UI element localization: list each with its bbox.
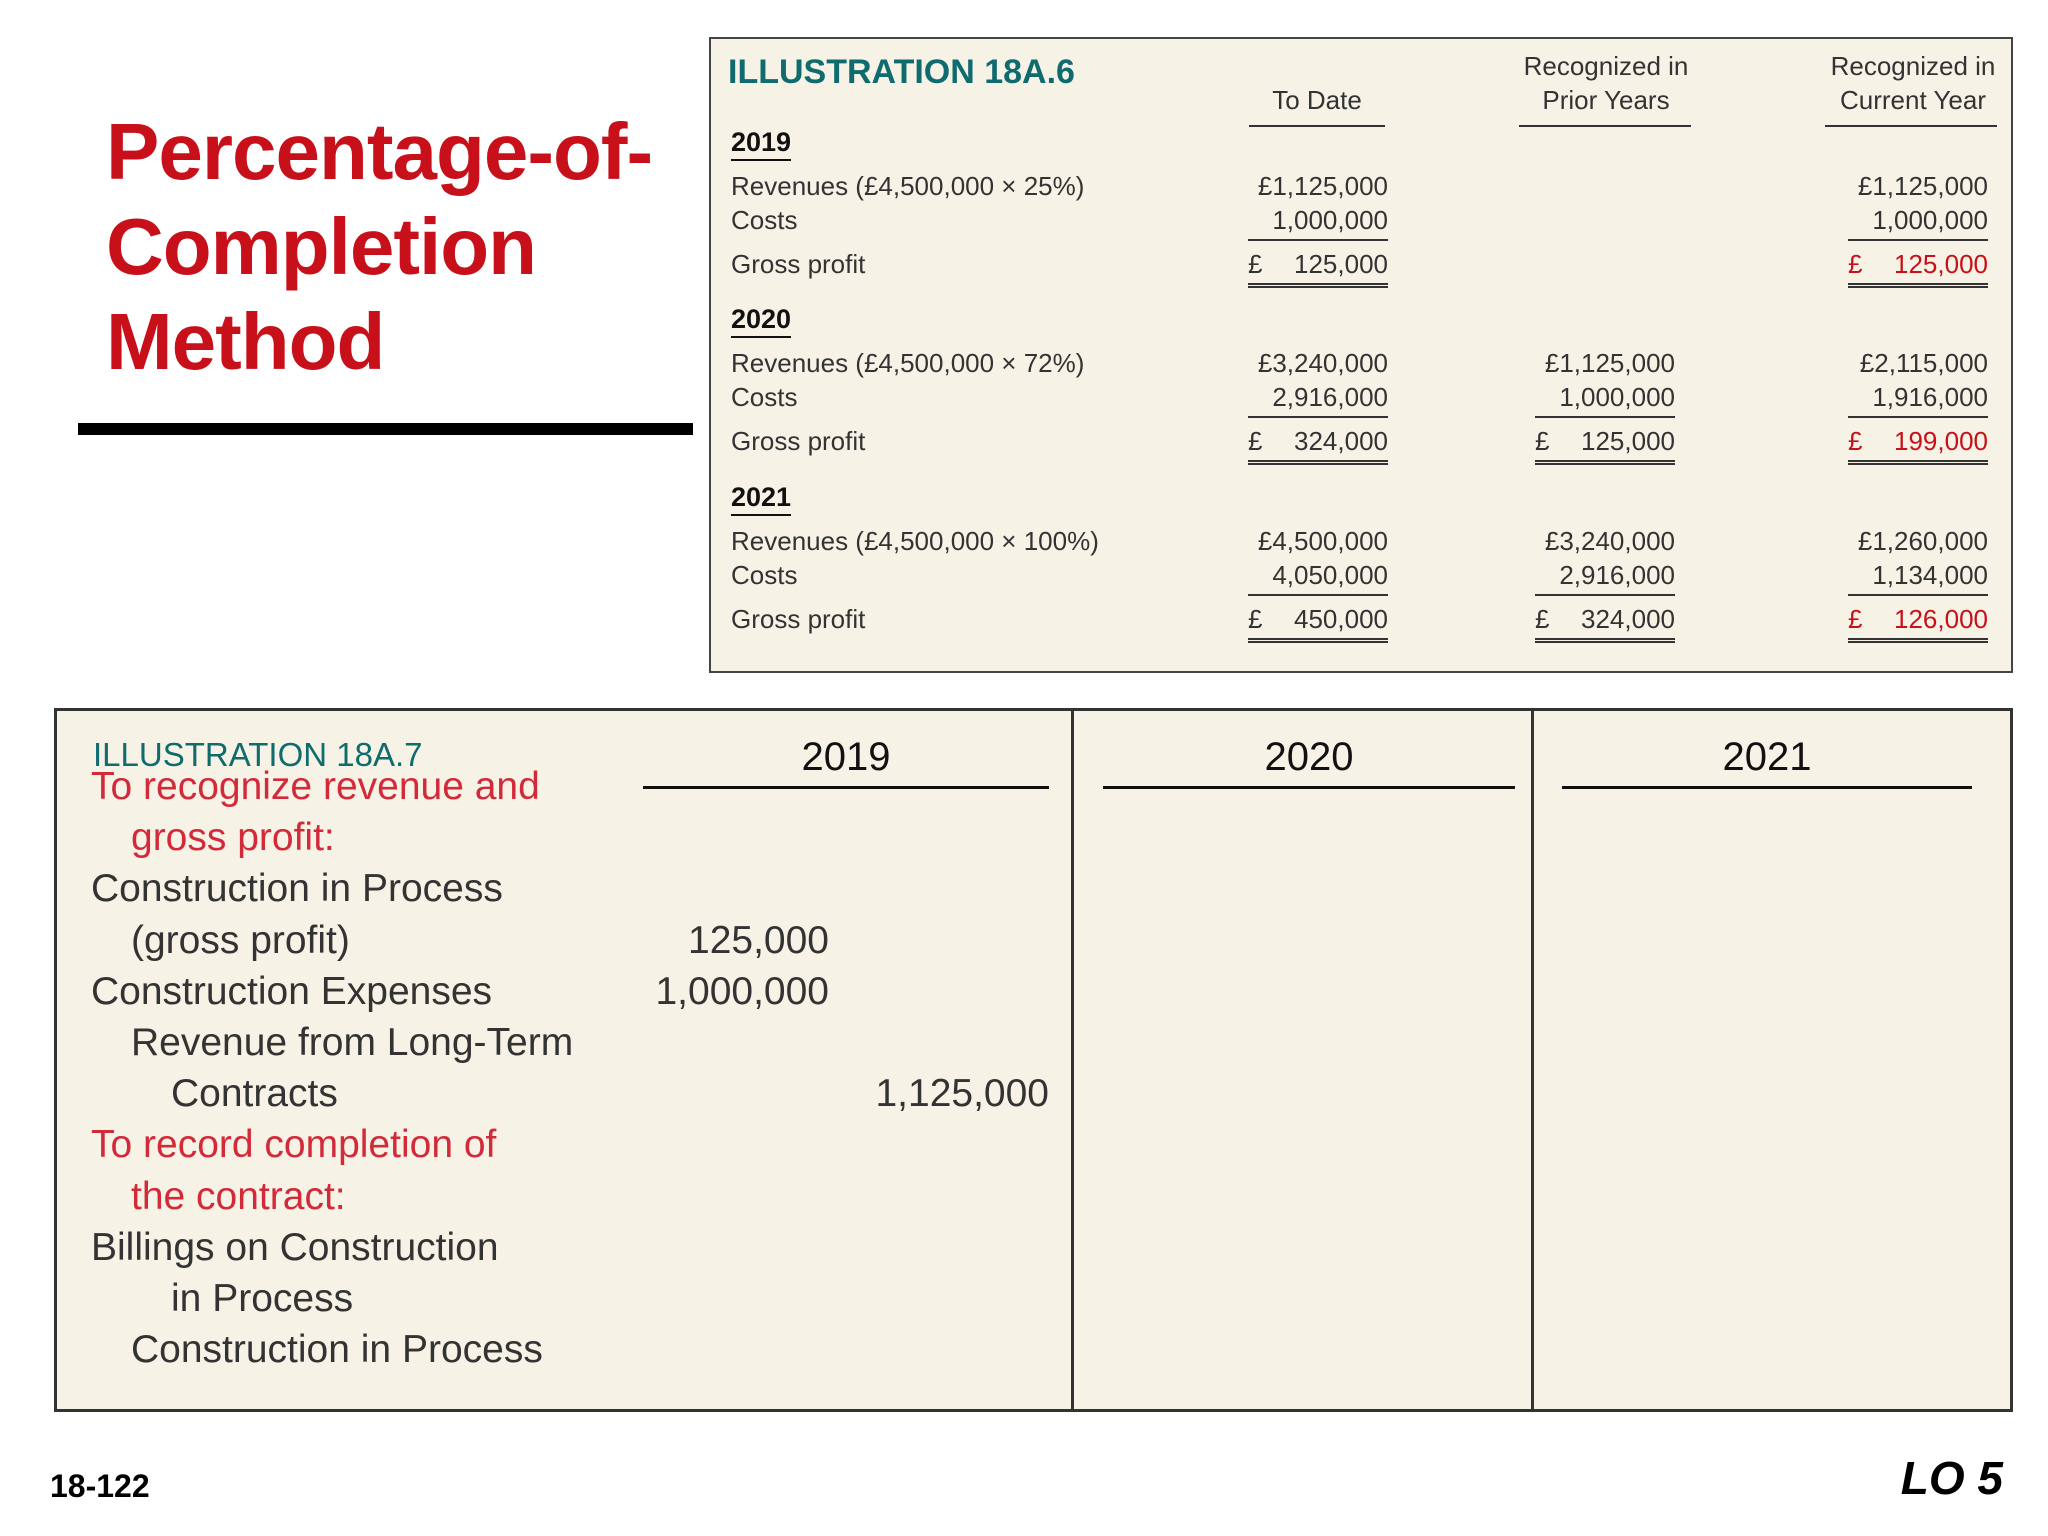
revenue-amount: £1,125,000 [1257,171,1388,201]
gross-profit-amount [1248,426,1388,457]
journal-entry-line: Revenue from Long-Term [131,1021,574,1064]
gross-profit-amount [1848,426,1988,457]
subtotal-rule [1848,416,1988,418]
gross-profit-value: 199,000 [1894,426,1988,456]
subtotal-rule [1848,239,1988,241]
double-underline [1248,460,1388,465]
subtotal-rule [1848,594,1988,596]
gross-profit-value: 126,000 [1894,604,1988,634]
journal-entry-line: Construction in Process [131,1328,543,1372]
revenue-amount: £1,125,000 [1544,348,1675,378]
gross-profit-amount [1848,604,1988,635]
gross-profit-amount [1248,249,1388,280]
subtotal-rule [1248,594,1388,596]
journal-entry-line: gross profit: [131,816,335,860]
gross-profit-value: 125,000 [1894,249,1988,279]
currency-symbol: £ [1248,604,1263,634]
revenues-label: Revenues (£4,500,000 × 25%) [731,171,1085,201]
revenues-label: Revenues (£4,500,000 × 100%) [731,526,1099,556]
col-header-rule [1519,125,1691,127]
year-header-rule [1562,786,1972,789]
cost-amount: 1,134,000 [1872,560,1988,590]
column-divider [1071,711,1074,1409]
gross-profit-label: Gross profit [731,249,866,279]
learning-objective-label: LO 5 [1900,1452,2003,1504]
double-underline [1848,460,1988,465]
journal-entry-line: To recognize revenue and [91,765,540,808]
column-divider [1531,711,1534,1409]
illustration-18a6-panel [709,37,2013,673]
debit-amount: 1,000,000 [655,969,829,1013]
gross-profit-amount [1848,249,1988,280]
year-label: 2020 [731,304,791,338]
costs-label: Costs [731,382,798,412]
costs-label: Costs [731,560,798,590]
gross-profit-amount [1535,426,1675,457]
year-label: 2019 [731,127,791,161]
debit-amount: 125,000 [688,918,829,962]
gross-profit-label: Gross profit [731,604,866,634]
journal-entry-line: in Process [171,1277,354,1320]
currency-symbol: £ [1848,604,1863,634]
subtotal-rule [1248,416,1388,418]
subtotal-rule [1248,239,1388,241]
illustration-18a6-title: ILLUSTRATION 18A.6 [728,53,1075,91]
costs-label: Costs [731,205,798,235]
gross-profit-value: 450,000 [1294,604,1388,634]
double-underline [1848,638,1988,643]
col-header-to-date: To Date [1272,85,1362,115]
journal-entry-line: Contracts [171,1072,338,1116]
gross-profit-value: 125,000 [1581,426,1675,456]
col-header-rule [1249,125,1385,127]
year-header-rule [1103,786,1515,789]
journal-entry-line: Construction Expenses [91,969,493,1013]
gross-profit-value: 125,000 [1294,249,1388,279]
double-underline [1848,283,1988,288]
cost-amount: 2,916,000 [1559,560,1675,590]
gross-profit-label: Gross profit [731,426,866,456]
revenue-amount: £3,240,000 [1257,348,1388,378]
cost-amount: 4,050,000 [1272,560,1388,590]
illustration-18a7-title: ILLUSTRATION 18A.7 [93,736,423,773]
cost-amount: 1,000,000 [1559,382,1675,412]
year-header-rule [643,786,1049,789]
journal-entry-line: (gross profit) [131,918,350,962]
double-underline [1248,283,1388,288]
journal-entry-line: To record completion of [91,1123,497,1167]
currency-symbol: £ [1535,604,1550,634]
currency-symbol: £ [1535,426,1550,456]
gross-profit-value: 324,000 [1294,426,1388,456]
gross-profit-amount [1248,604,1388,635]
subtotal-rule [1535,416,1675,418]
year-header-2021: 2021 [1722,735,1812,779]
currency-symbol: £ [1848,249,1863,279]
revenue-amount: £2,115,000 [1859,348,1988,378]
revenues-label: Revenues (£4,500,000 × 72%) [731,348,1085,378]
cost-amount: 1,916,000 [1872,382,1988,412]
revenue-amount: £1,260,000 [1857,526,1988,556]
cost-amount: 1,000,000 [1872,205,1988,235]
slide-title: Percentage-of-Completion Method [106,107,653,386]
year-header-2020: 2020 [1264,735,1354,779]
revenue-amount: £3,240,000 [1544,526,1675,556]
col-header-current-year: Recognized in Current Year [1830,51,1996,115]
page-number: 18-122 [50,1468,150,1504]
double-underline [1535,460,1675,465]
col-header-rule [1825,125,1997,127]
gross-profit-amount [1535,604,1675,635]
currency-symbol: £ [1848,426,1863,456]
gross-profit-value: 324,000 [1581,604,1675,634]
illustration-18a7-panel [54,708,2013,1412]
cost-amount: 2,916,000 [1272,382,1388,412]
currency-symbol: £ [1248,249,1263,279]
journal-entry-line: Construction in Process [91,867,503,911]
title-underline [78,423,693,435]
journal-entry-line: Billings on Construction [91,1225,499,1269]
journal-entry-line: the contract: [131,1174,346,1218]
double-underline [1535,638,1675,643]
revenue-amount: £4,500,000 [1257,526,1388,556]
year-header-2019: 2019 [801,735,891,779]
subtotal-rule [1535,594,1675,596]
double-underline [1248,638,1388,643]
cost-amount: 1,000,000 [1272,205,1388,235]
col-header-prior-years: Recognized in Prior Years [1523,51,1689,115]
revenue-amount: £1,125,000 [1857,171,1988,201]
credit-amount: 1,125,000 [875,1072,1049,1116]
year-label: 2021 [731,482,791,516]
currency-symbol: £ [1248,426,1263,456]
